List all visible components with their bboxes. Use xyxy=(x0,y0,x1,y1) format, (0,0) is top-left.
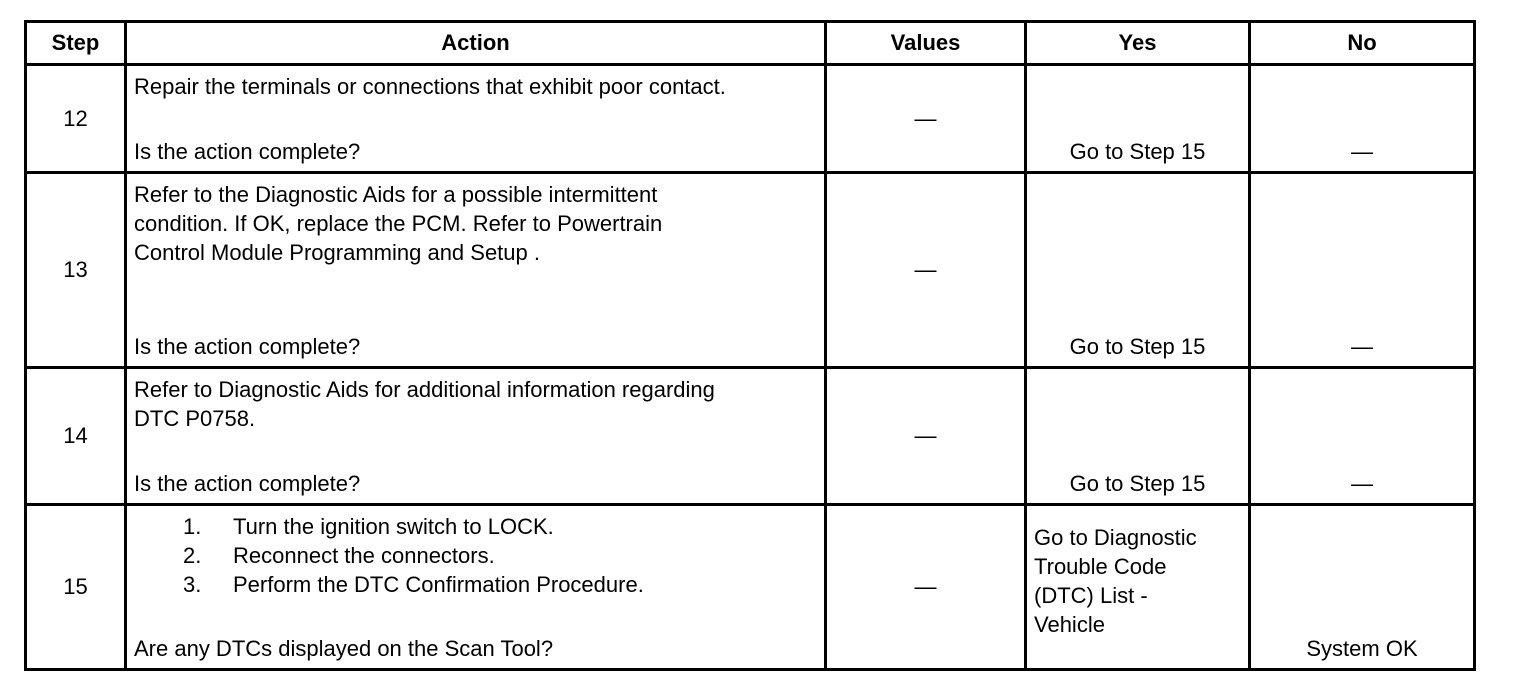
action-question: Is the action complete? xyxy=(134,471,361,496)
header-action: Action xyxy=(126,22,826,65)
table-row xyxy=(26,368,1475,505)
action-cell xyxy=(126,368,826,505)
header-no: No xyxy=(1250,22,1475,65)
list-item xyxy=(183,512,644,541)
values-cell: — xyxy=(826,173,1026,368)
action-cell xyxy=(126,505,826,670)
yes-link[interactable]: Go to Step 15 xyxy=(1069,334,1206,359)
values-cell: — xyxy=(826,65,1026,173)
action-text: condition. If OK, replace the PCM. Refer to Powertrain xyxy=(134,211,663,236)
procedure-list xyxy=(183,512,644,599)
list-item xyxy=(183,541,644,570)
step-number: 15 xyxy=(26,505,126,670)
yes-link-line: (DTC) List - xyxy=(1034,583,1148,608)
header-step: Step xyxy=(26,22,126,65)
table-row xyxy=(26,65,1475,173)
yes-cell xyxy=(1026,65,1250,173)
action-cell xyxy=(126,65,826,173)
list-number: 2. xyxy=(183,543,202,568)
no-cell xyxy=(1250,505,1475,670)
list-number: 1. xyxy=(183,514,202,539)
header-row xyxy=(26,22,1475,65)
yes-cell xyxy=(1026,368,1250,505)
header-values: Values xyxy=(826,22,1026,65)
no-cell xyxy=(1250,173,1475,368)
action-question: Is the action complete? xyxy=(134,334,361,359)
table-row xyxy=(26,173,1475,368)
action-question: Is the action complete? xyxy=(134,139,361,164)
list-item xyxy=(183,570,644,599)
yes-link[interactable] xyxy=(1034,523,1197,639)
yes-link-line: Vehicle xyxy=(1034,612,1105,637)
no-cell xyxy=(1250,65,1475,173)
no-value: System OK xyxy=(1306,636,1418,661)
no-value: — xyxy=(1351,139,1373,164)
yes-cell xyxy=(1026,173,1250,368)
header-yes: Yes xyxy=(1026,22,1250,65)
list-number: 3. xyxy=(183,572,202,597)
yes-link[interactable]: Go to Step 15 xyxy=(1069,139,1206,164)
action-text: Control Module Programming and Setup . xyxy=(134,240,540,265)
values-cell: — xyxy=(826,505,1026,670)
list-text: Reconnect the connectors. xyxy=(233,543,495,568)
step-number: 13 xyxy=(26,173,126,368)
step-number: 14 xyxy=(26,368,126,505)
yes-link[interactable]: Go to Step 15 xyxy=(1069,471,1206,496)
yes-cell xyxy=(1026,505,1250,670)
action-text: Refer to Diagnostic Aids for additional information regarding xyxy=(134,377,715,402)
table-row xyxy=(26,505,1475,670)
diagnostic-table xyxy=(24,20,1476,671)
yes-link-line: Trouble Code xyxy=(1034,554,1167,579)
list-text: Perform the DTC Confirmation Procedure. xyxy=(233,572,644,597)
action-cell xyxy=(126,173,826,368)
no-value: — xyxy=(1351,334,1373,359)
yes-link-line: Go to Diagnostic xyxy=(1034,525,1197,550)
action-text: Repair the terminals or connections that exhibit poor contact. xyxy=(134,74,726,99)
action-text: DTC P0758. xyxy=(134,406,256,431)
no-value: — xyxy=(1351,471,1373,496)
action-text: Refer to the Diagnostic Aids for a possible intermittent xyxy=(134,182,658,207)
step-number: 12 xyxy=(26,65,126,173)
no-cell xyxy=(1250,368,1475,505)
list-text: Turn the ignition switch to LOCK. xyxy=(233,514,554,539)
values-cell: — xyxy=(826,368,1026,505)
action-question: Are any DTCs displayed on the Scan Tool? xyxy=(134,636,554,661)
